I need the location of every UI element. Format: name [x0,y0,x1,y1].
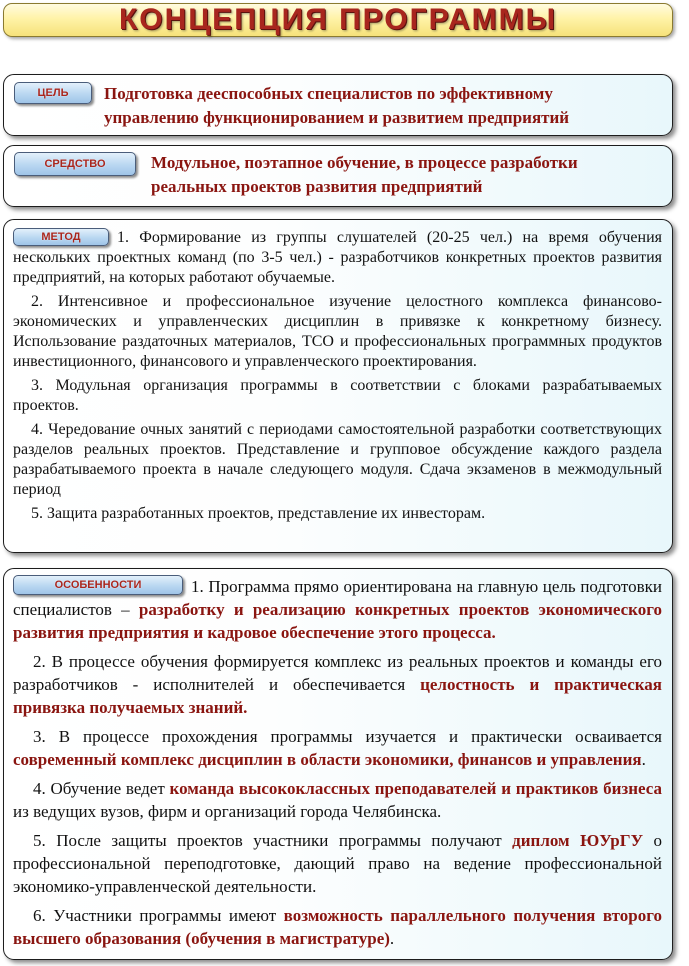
goal-line-2: управлению функционированием и развитием предприятий [104,108,570,127]
goal-line-1: Подготовка дееспособных специалистов по эффективному [104,84,553,103]
page-title: КОНЦЕПЦИЯ ПРОГРАММЫ [118,3,558,36]
goal-text [104,82,669,130]
means-panel [3,145,673,207]
method-tag: МЕТОД [13,228,109,246]
method-item: 4. Чередование очных занятий с периодами самостоятельной разработки соответствующих разделов реальных проектов. Представление и групповое обсуждение каждого раздела разрабатываемого проекта в начале следующего модуля. Сдача экзаменов в межмодульный период [13,421,662,498]
features-tag: ОСОБЕННОСТИ [13,575,183,595]
feature-item: 6. Участники программы имеют возможность параллельного получения второго высшего образования (обучения в магистратуре). [13,906,662,948]
method-item: 2. Интенсивное и профессиональное изучение целостного комплекса финансово-экономических и управленческих дисциплин в привязке к конкретному бизнесу. Использование раздаточных материалов, ТСО и профессиональных программных продуктов инвестиционного, финансового и управленческого проектирования. [13,293,662,370]
means-line-2: реальных проектов развития предприятий [151,177,483,196]
title-banner [3,3,673,37]
features-list [13,575,662,956]
goal-panel [3,74,673,136]
means-line-1: Модульное, поэтапное обучение, в процессе разработки [151,153,578,172]
feature-item: 5. После защиты проектов участники программы получают диплом ЮУрГУ о профессиональной переподготовке, дающий право на ведение профессиональной экономико-управленческой деятельности. [13,831,662,896]
means-text [151,151,671,199]
method-panel [3,219,673,553]
feature-item: 3. В процессе прохождения программы изучается и практически осваивается современный комплекс дисциплин в области экономики, финансов и управления. [13,727,662,769]
means-tag: СРЕДСТВО [14,152,136,176]
goal-tag: ЦЕЛЬ [14,82,92,104]
feature-item: 2. В процессе обучения формируется комплекс из реальных проектов и команды его разработчиков - исполнителей и обеспечивается целостность и практическая привязка получаемых знаний. [13,652,662,717]
method-item: МЕТОД 1. Формирование из группы слушателей (20-25 чел.) на время обучения нескольких проектных команд (по 3-5 чел.) - разработчиков конкретных проектов развития предприятий, на которых работают обучаемые. [13,229,662,286]
features-panel [3,568,673,960]
method-item: 3. Модульная организация программы в соответствии с блоками разрабатываемых проектов. [13,377,662,414]
feature-item: ОСОБЕННОСТИ 1. Программа прямо ориентирована на главную цель подготовки специалистов – разработку и реализацию конкретных проектов экономического развития предприятия и кадровое обеспечение этого процесса. [13,577,662,642]
method-item: 5. Защита разработанных проектов, представление их инвесторам. [31,505,486,522]
feature-item: 4. Обучение ведет команда высококлассных преподавателей и практиков бизнеса из ведущих вузов, фирм и организаций города Челябинска. [13,779,662,821]
method-list [13,228,662,528]
